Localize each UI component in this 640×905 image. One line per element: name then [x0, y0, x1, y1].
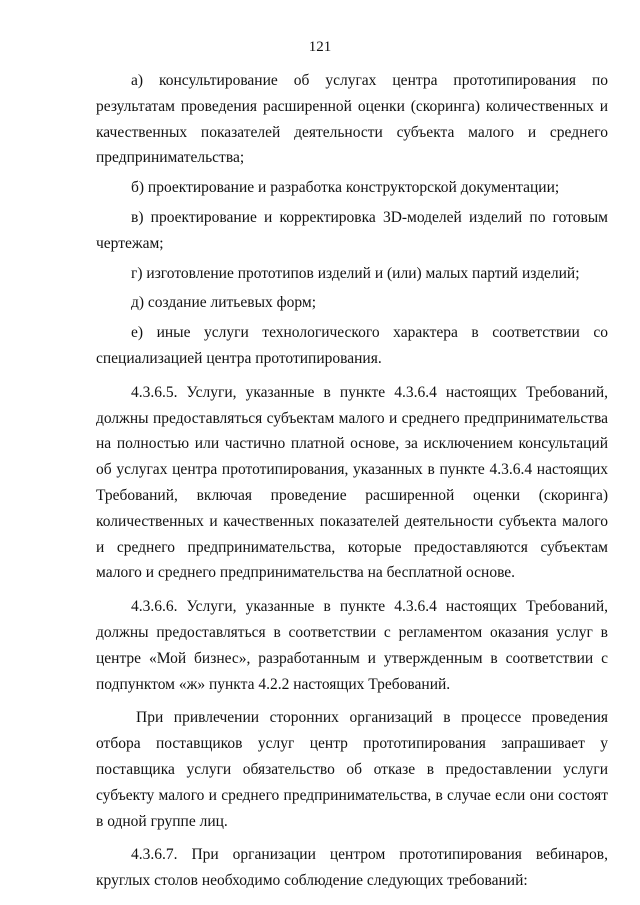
paragraph-4-3-6-5: 4.3.6.5. Услуги, указанные в пункте 4.3.6.4 настоящих Требований, должны предоставляться субъектам малого и среднего предпринимательства на полностью или частично платной основе, за исключением консультаций об услугах центра прототипирования, указанных в пункте 4.3.6.4 настоящих Требований, включая проведение расширенной оценки (скоринга) количественных и качественных показателей деятельности субъекта малого и среднего предпринимательства, которые предоставляются субъектам малого и среднего предпринимательства на бесплатной основе.	[96, 383, 608, 582]
paragraph-item-e: е) иные услуги технологического характера в соответствии со специализацией центра прототипирования.	[96, 324, 608, 367]
page-number: 121	[308, 39, 332, 55]
paragraph-item-b: б) проектирование и разработка конструкторской документации;	[131, 179, 560, 197]
paragraph-third-party: При привлечении сторонних организаций в процессе проведения отбора поставщиков услуг центр прототипирования запрашивает у поставщика услуги обязательство об отказе в предоставлении услуги субъекту малого и среднего предпринимательства, в случае если они состоят в одной группе лиц.	[96, 709, 608, 830]
document-body	[96, 68, 608, 894]
paragraph-item-v: в) проектирование и корректировка 3D-моделей изделий по готовым чертежам;	[96, 208, 608, 252]
paragraph-4-3-6-6: 4.3.6.6. Услуги, указанные в пункте 4.3.6.4 настоящих Требований, должны предоставляться в соответствии с регламентом оказания услуг в центре «Мой бизнес», разработанным и утвержденным в соответствии с подпунктом «ж» пункта 4.2.2 настоящих Требований.	[96, 598, 608, 693]
paragraph-item-g: г) изготовление прототипов изделий и (или) малых партий изделий;	[131, 264, 580, 282]
paragraph-4-3-6-7: 4.3.6.7. При организации центром прототипирования вебинаров, круглых столов необходимо соблюдение следующих требований:	[96, 846, 608, 890]
paragraph-item-a: а) консультирование об услугах центра прототипирования по результатам проведения расширенной оценки (скоринга) количественных и качественных показателей деятельности субъекта малого и среднего предпринимательства;	[96, 72, 608, 167]
paragraph-item-d: д) создание литьевых форм;	[131, 294, 317, 312]
